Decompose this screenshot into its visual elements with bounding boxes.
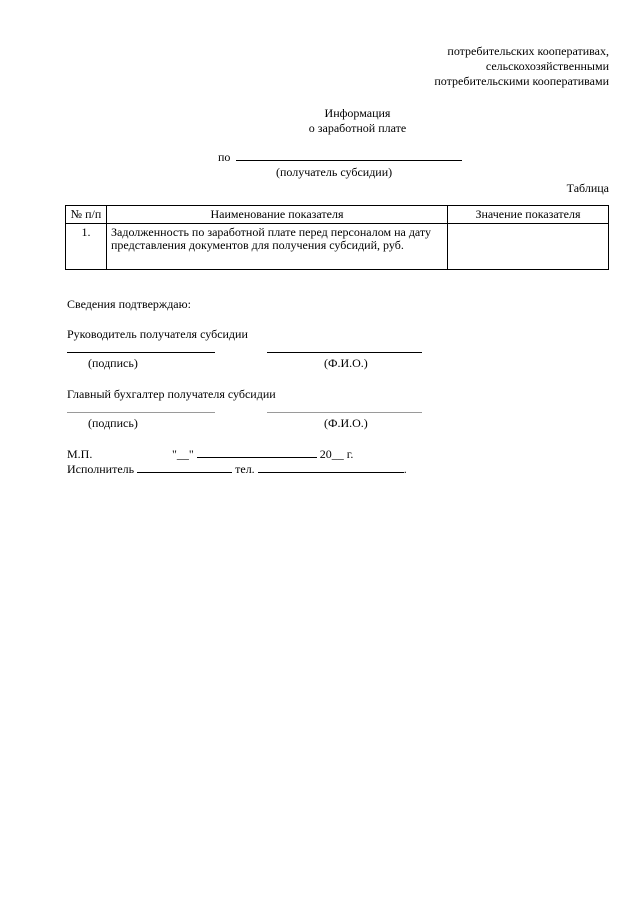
executor-row <box>67 462 407 476</box>
recipient-prefix: по <box>218 150 231 164</box>
header-line-3: потребительскими кооперативами <box>434 74 609 88</box>
date-day: "__" <box>172 447 194 461</box>
head-signature-line <box>67 352 215 353</box>
date-year: 20__ г. <box>319 447 354 461</box>
executor-label: Исполнитель <box>67 462 135 476</box>
head-name-line <box>267 352 422 353</box>
row-value <box>448 224 609 270</box>
accountant-sign-caption: (подпись) <box>88 416 138 430</box>
document-subtitle: о заработной плате <box>308 121 407 135</box>
head-name-caption: (Ф.И.О.) <box>324 356 368 370</box>
stamp-place: М.П. <box>67 447 93 461</box>
recipient-line <box>236 150 462 161</box>
date-row <box>172 447 353 461</box>
tel-label: тел. <box>235 462 255 476</box>
header-number: № п/п <box>66 206 107 224</box>
executor-line <box>137 462 232 473</box>
head-title: Руководитель получателя субсидии <box>67 327 248 341</box>
header-block <box>434 44 609 89</box>
row-number: 1. <box>66 224 107 270</box>
confirm-text: Сведения подтверждаю: <box>67 297 191 311</box>
accountant-name-caption: (Ф.И.О.) <box>324 416 368 430</box>
accountant-name-line <box>267 412 422 413</box>
document-title: Информация <box>324 106 391 120</box>
accountant-title: Главный бухгалтер получателя субсидии <box>67 387 276 401</box>
table-row <box>66 224 609 270</box>
date-month-line <box>197 447 317 458</box>
table-label: Таблица <box>566 181 609 195</box>
head-sign-caption: (подпись) <box>88 356 138 370</box>
header-name: Наименование показателя <box>107 206 448 224</box>
recipient-row <box>218 150 462 164</box>
recipient-caption: (получатель субсидии) <box>276 165 393 179</box>
executor-end: . <box>403 462 407 476</box>
row-name: Задолженность по заработной плате перед персоналом на дату представления документов для получения субсидий, руб. <box>107 224 448 270</box>
indicator-table <box>65 205 609 270</box>
accountant-signature-line <box>67 412 215 413</box>
table-header-row <box>66 206 609 224</box>
header-value: Значение показателя <box>448 206 609 224</box>
header-line-2: сельскохозяйственными <box>485 59 609 73</box>
header-line-1: потребительских кооперативах, <box>447 44 609 58</box>
tel-line <box>258 462 404 473</box>
